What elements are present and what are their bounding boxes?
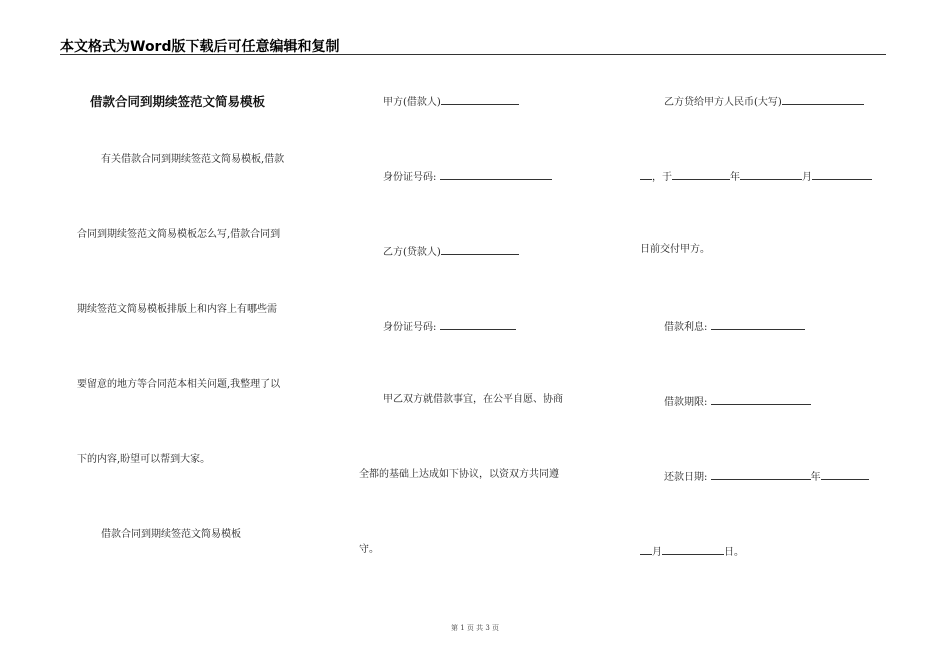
loan-amount-label: 乙方贷给甲方人民币(大写) [664, 97, 782, 108]
paragraph-line: 期续签范文简易模板排版上和内容上有哪些需 [77, 304, 277, 315]
fill-blank [812, 169, 872, 180]
repay-line [664, 469, 869, 484]
section-heading: 借款合同到期续签范文简易模板 [101, 529, 241, 540]
yu-text: ，于 [652, 172, 672, 183]
paragraph-line: 要留意的地方等合同范本相关问题,我整理了以 [77, 379, 281, 390]
paragraph-line: 全都的基础上达成如下协议，以资双方共同遵 [359, 469, 559, 480]
fill-blank [782, 94, 864, 105]
repay-date-line [640, 544, 744, 559]
interest-line [664, 319, 805, 334]
id-b-label: 身份证号码: [383, 322, 437, 333]
header-divider [60, 54, 886, 55]
interest-label: 借款利息: [664, 322, 708, 333]
header-title: 本文格式为Word版下载后可任意编辑和复制 [60, 39, 340, 55]
fill-blank [640, 544, 652, 555]
delivery-date-line [640, 169, 872, 184]
repay-month-text: 月 [652, 547, 662, 558]
id-a-line [383, 169, 552, 184]
fill-blank [740, 169, 802, 180]
year-text: 年 [730, 172, 740, 183]
repay-label: 还款日期: [664, 472, 708, 483]
party-a-label: 甲方(借款人) [383, 97, 441, 108]
page-number: 第 1 页 共 3 页 [450, 624, 500, 632]
month-text: 月 [802, 172, 812, 183]
fill-blank [440, 319, 516, 330]
fill-blank [662, 544, 724, 555]
party-a-line [383, 94, 519, 109]
party-b-label: 乙方(贷款人) [383, 247, 441, 258]
fill-blank [711, 394, 811, 405]
id-b-line [383, 319, 516, 334]
fill-blank [711, 469, 811, 480]
fill-blank [440, 169, 552, 180]
term-line [664, 394, 811, 409]
paragraph-line: 有关借款合同到期续签范文简易模板,借款 [101, 154, 285, 165]
fill-blank [441, 244, 519, 255]
repay-day-text: 日。 [724, 547, 744, 558]
fill-blank [672, 169, 730, 180]
deliver-text: 日前交付甲方。 [640, 244, 710, 255]
paragraph-line: 甲乙双方就借款事宜，在公平自愿、协商 [383, 394, 563, 405]
fill-blank [441, 94, 519, 105]
repay-year-text: 年 [810, 472, 821, 483]
document-title: 借款合同到期续签范文简易模板 [90, 94, 266, 109]
paragraph-line: 守。 [359, 544, 379, 555]
party-b-line [383, 244, 519, 259]
fill-blank [821, 469, 869, 480]
fill-blank [640, 169, 652, 180]
term-label: 借款期限: [664, 397, 708, 408]
id-a-label: 身份证号码: [383, 172, 437, 183]
paragraph-line: 合同到期续签范文简易模板怎么写,借款合同到 [77, 229, 281, 240]
fill-blank [711, 319, 805, 330]
loan-amount-line [664, 94, 864, 109]
paragraph-line: 下的内容,盼望可以帮到大家。 [77, 454, 211, 465]
